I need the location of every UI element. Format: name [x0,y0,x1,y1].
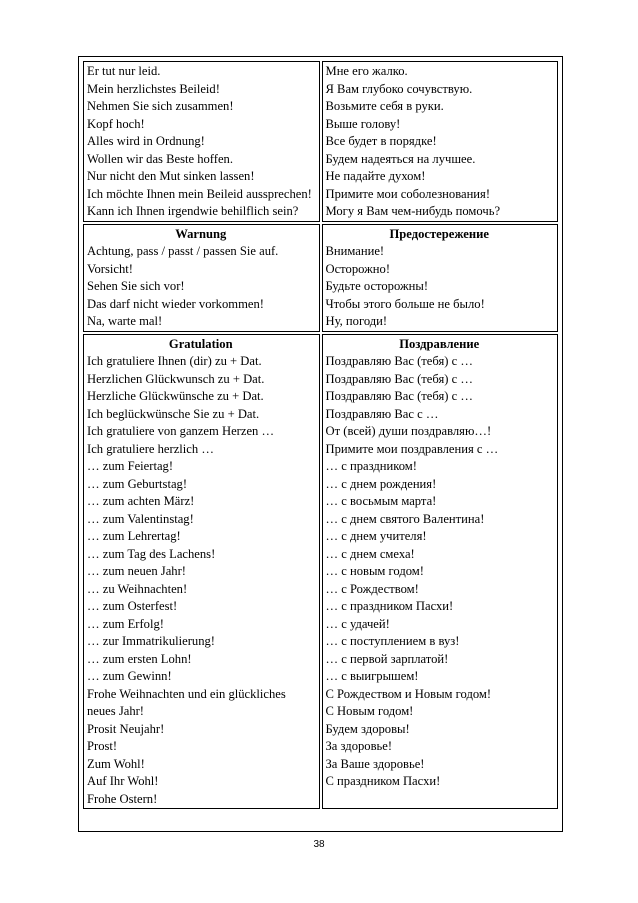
russian-phrase: … с праздником! [325,459,417,473]
german-phrase: Ich möchte Ihnen mein Beileid aussprechen! [87,186,312,201]
russian-phrases-cell [322,224,559,332]
phrase-section-row [83,61,558,222]
german-phrase: Na, warte mal! [87,314,163,328]
german-phrase: Sehen Sie sich vor! [87,279,185,293]
russian-phrase: От (всей) души поздравляю…! [325,424,492,438]
german-phrases-cell [83,61,320,222]
german-phrases-cell [83,224,320,332]
russian-phrase: … с днем смеха! [325,546,415,561]
russian-phrase: Будем здоровы! [325,721,410,736]
german-phrase: Auf Ihr Wohl! [87,774,159,788]
german-phrase: Ich beglückwünsche Sie zu + Dat. [87,406,260,421]
german-phrase: … zu Weihnachten! [87,581,188,596]
russian-phrases-cell [322,334,559,810]
russian-phrase: … с днем учителя! [325,529,427,543]
russian-phrase: … с восьмым марта! [325,494,437,508]
russian-phrase: За Ваше здоровье! [325,756,425,771]
russian-phrase: … с удачей! [325,616,390,631]
german-phrase: Mein herzlichstes Beileid! [87,81,220,96]
german-phrase: Achtung, pass / passt / passen Sie auf. [87,244,279,258]
russian-phrase: … с днем рождения! [325,476,437,491]
german-section-heading: Gratulation [168,336,233,351]
german-phrase: … zum Erfolg! [87,616,164,631]
german-phrase: Nur nicht den Mut sinken lassen! [87,169,255,183]
german-phrase: Zum Wohl! [87,756,145,771]
russian-phrase: Поздравляю Вас (тебя) с … [325,371,473,386]
russian-phrase: … с поступлением в вуз! [325,634,460,648]
german-phrase: … zum Geburtstag! [87,476,188,491]
german-phrase: Prost! [87,739,118,753]
russian-phrase: … с Рождеством! [325,581,419,596]
german-phrase: … zum Gewinn! [87,669,172,683]
russian-phrase: С праздником Пасхи! [325,774,441,788]
german-phrase: Herzlichen Glückwunsch zu + Dat. [87,371,265,386]
phrase-table-frame [78,56,563,832]
russian-phrase: Внимание! [325,244,385,258]
german-phrase: Frohe Weihnachten und ein glückliches neues Jahr! [87,686,286,718]
german-phrase: Ich gratuliere von ganzem Herzen … [87,424,275,438]
russian-phrase: … с днем святого Валентина! [325,511,485,526]
russian-phrase: Все будет в порядке! [325,134,437,148]
german-phrase: Er tut nur leid. [87,64,161,78]
russian-phrase: Будьте осторожны! [325,279,429,293]
russian-phrase: Выше голову! [325,116,401,131]
german-phrase: Vorsicht! [87,261,133,276]
german-phrase: … zum ersten Lohn! [87,651,192,666]
russian-phrase: Примите мои соболезнования! [325,186,491,201]
german-phrase: Kann ich Ihnen irgendwie behilflich sein? [87,204,299,218]
german-phrase: … zur Immatrikulierung! [87,634,215,648]
german-phrase: … zum Osterfest! [87,599,178,613]
russian-phrase: Поздравляю Вас (тебя) с … [325,389,473,403]
russian-phrase: Могу я Вам чем-нибудь помочь? [325,204,501,218]
german-section-heading: Warnung [175,226,227,241]
german-phrase: … zum Feiertag! [87,459,174,473]
german-phrase: Kopf hoch! [87,116,145,131]
phrase-section-row [83,334,558,810]
german-phrase: Nehmen Sie sich zusammen! [87,99,234,113]
german-phrase: Frohe Ostern! [87,791,158,806]
russian-phrase: Поздравляю Вас с … [325,406,439,421]
russian-phrases-cell [322,61,559,222]
russian-phrase: … с праздником Пасхи! [325,599,454,613]
german-phrase: … zum Valentinstag! [87,511,194,526]
russian-phrase: С Рождеством и Новым годом! [325,686,492,701]
german-phrases-cell [83,334,320,810]
german-phrase: Herzliche Glückwünsche zu + Dat. [87,389,264,403]
german-phrase: … zum neuen Jahr! [87,564,186,578]
german-phrase: Ich gratuliere herzlich … [87,441,214,456]
russian-phrase: За здоровье! [325,739,393,753]
russian-phrase: Не падайте духом! [325,169,426,183]
russian-phrase: Я Вам глубоко сочувствую. [325,81,473,96]
phrase-table [81,59,560,811]
german-phrase: Alles wird in Ordnung! [87,134,205,148]
german-phrase: Wollen wir das Beste hoffen. [87,151,233,166]
russian-phrase: Поздравляю Вас (тебя) с … [325,354,473,368]
german-phrase: Ich gratuliere Ihnen (dir) zu + Dat. [87,354,262,368]
russian-phrase: Ну, погоди! [325,314,388,328]
russian-phrase: Будем надеяться на лучшее. [325,151,476,166]
russian-phrase: Мне его жалко. [325,64,408,78]
german-phrase: … zum achten März! [87,494,195,508]
russian-phrase: С Новым годом! [325,704,414,718]
german-phrase: … zum Lehrertag! [87,529,181,543]
russian-phrase: … с первой зарплатой! [325,651,449,666]
russian-section-heading: Поздравление [399,336,480,351]
german-phrase: Prosit Neujahr! [87,721,165,736]
phrase-section-row [83,224,558,332]
page-number: 38 [313,839,325,850]
russian-phrase: … с выигрышем! [325,669,419,683]
russian-phrase: … с новым годом! [325,564,424,578]
german-phrase: Das darf nicht wieder vorkommen! [87,296,264,311]
german-phrase: … zum Tag des Lachens! [87,546,216,561]
russian-phrase: Возьмите себя в руки. [325,99,444,113]
russian-phrase: Осторожно! [325,261,391,276]
russian-section-heading: Предостережение [389,226,489,241]
russian-phrase: Чтобы этого больше не было! [325,296,485,311]
russian-phrase: Примите мои поздравления с … [325,441,499,456]
